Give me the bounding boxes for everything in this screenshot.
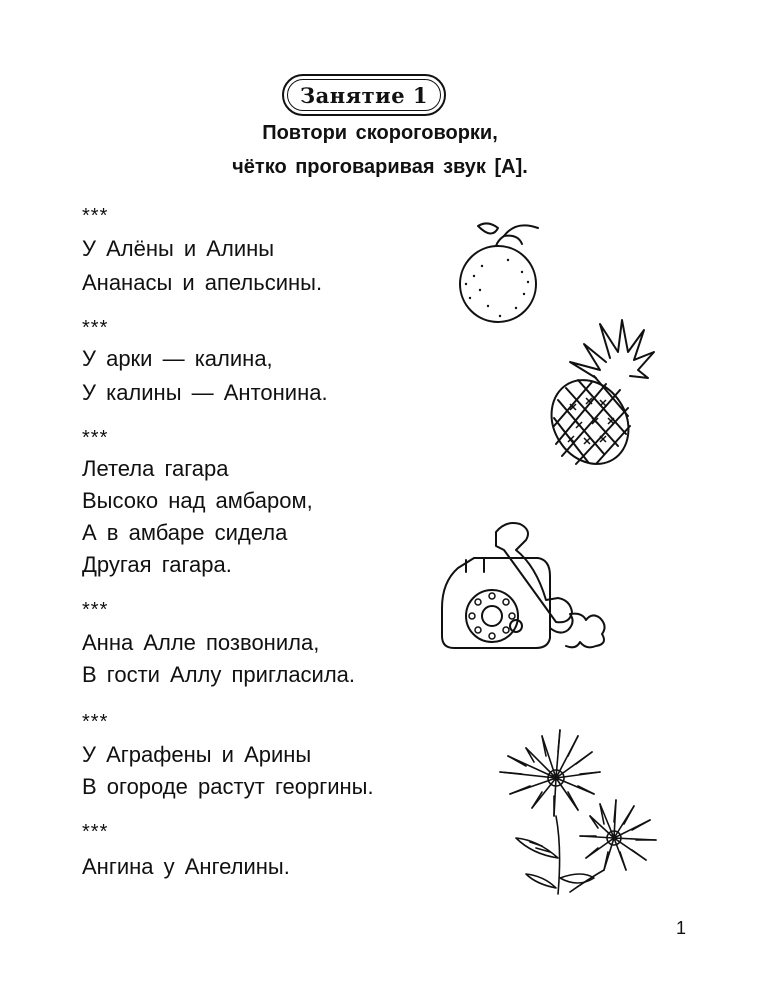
verse-line: У Аграфены и Арины — [82, 742, 312, 767]
verse-line: Анна Алле позвонила, — [82, 630, 320, 655]
verse-separator: *** — [82, 711, 109, 733]
verse-separator: *** — [82, 205, 109, 227]
verse-line: А в амбаре сидела — [82, 520, 288, 545]
orange-icon — [452, 218, 552, 328]
pineapple-icon — [540, 318, 660, 470]
instruction-line-1: Повтори скороговорки, — [262, 122, 498, 144]
dahlia-flowers-icon — [486, 728, 666, 898]
verse-line: У арки — калина, — [82, 346, 273, 371]
verse-line: Ангина у Ангелины. — [82, 854, 290, 879]
verse-line: У Алёны и Алины — [82, 236, 275, 261]
verse-separator: *** — [82, 821, 109, 843]
verse-line: У калины — Антонина. — [82, 380, 328, 405]
verse-separator: *** — [82, 427, 109, 449]
lesson-title-badge — [282, 74, 446, 116]
verse-line: Высоко над амбаром, — [82, 488, 313, 513]
verse-line: В гости Аллу пригласила. — [82, 662, 356, 687]
page-number: 1 — [676, 918, 687, 938]
verse-line: Летела гагара — [82, 456, 229, 481]
lesson-title: Занятие 1 — [299, 82, 428, 108]
instruction-line-2: чётко проговаривая звук [А]. — [232, 156, 528, 178]
verse-line: Другая гагара. — [82, 552, 232, 577]
verse-line: В огороде растут георгины. — [82, 774, 374, 799]
verse-separator: *** — [82, 317, 109, 339]
telephone-icon — [436, 516, 616, 656]
verse-separator: *** — [82, 599, 109, 621]
verse-line: Ананасы и апельсины. — [82, 270, 323, 295]
